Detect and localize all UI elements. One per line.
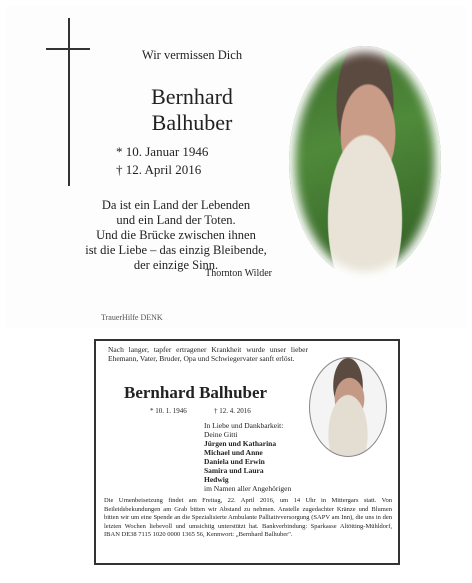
birth-date: * 10. Januar 1946 xyxy=(116,144,209,159)
intro-text: Wir vermissen Dich xyxy=(141,48,243,62)
sign-line: Samira und Laura xyxy=(204,466,264,475)
sign-line: Michael und Anne xyxy=(204,448,263,457)
portrait-photo xyxy=(289,46,441,278)
death-date: † 12. April 2016 xyxy=(116,162,202,177)
poem-line: der einzige Sinn. xyxy=(133,258,219,272)
last-name: Balhuber xyxy=(151,110,233,135)
poem-author: Thornton Wilder xyxy=(205,268,272,279)
sign-line: im Namen aller Angehörigen xyxy=(204,484,292,493)
notice-death: † 12. 4. 2016 xyxy=(214,407,251,415)
death-notice-card xyxy=(94,339,400,565)
cross-bar xyxy=(46,48,90,50)
memorial-card-front xyxy=(6,6,466,328)
notice-birth: * 10. 1. 1946 xyxy=(150,407,187,415)
signatories xyxy=(204,421,314,493)
sign-line: Jürgen und Katharina xyxy=(204,439,277,448)
poem xyxy=(54,198,298,273)
poem-line: und ein Land der Toten. xyxy=(116,213,236,227)
notice-name: Bernhard Balhuber xyxy=(124,383,268,402)
poem-line: Und die Brücke zwischen ihnen xyxy=(96,228,256,242)
sign-line: Hedwig xyxy=(204,475,229,484)
notice-intro: Nach langer, tapfer ertragener Krankheit wurde unser lieber Ehemann, Vater, Bruder, Opa und Schwiegervater sanft erlöst. xyxy=(108,345,308,363)
poem-line: Da ist ein Land der Lebenden xyxy=(101,198,251,212)
sign-line: Daniela und Erwin xyxy=(204,457,265,466)
portrait-photo-small xyxy=(309,357,387,457)
funeral-notice: Die Urnenbeisetzung findet am Freitag, 22. April 2016, um 14 Uhr in Mittergars statt. Von Beileidsbekundungen am Grab bitten wir Abstand zu nehmen. Anstelle zugedachter Kränze und Blumen bitten wir um eine Spende an die Spezialisierte Ambulante Palliativversorgung (SAPV am Inn), die uns in den letzten Wochen liebevoll und umsichtig unterstützt hat. Bankverbindung: Sparkasse Altötting-Mühldorf, IBAN DE38 7115 1020 0000 1365 56, Kennwort: „Bernhard Balhuber". xyxy=(104,497,392,538)
imprint: TrauerHilfe DENK xyxy=(101,313,163,322)
first-name: Bernhard xyxy=(151,84,233,109)
poem-line: ist die Liebe – das einzig Bleibende, xyxy=(85,243,267,257)
cross-icon xyxy=(68,18,70,186)
sign-line: Deine Gitti xyxy=(204,430,238,439)
sign-line: In Liebe und Dankbarkeit: xyxy=(204,421,284,430)
